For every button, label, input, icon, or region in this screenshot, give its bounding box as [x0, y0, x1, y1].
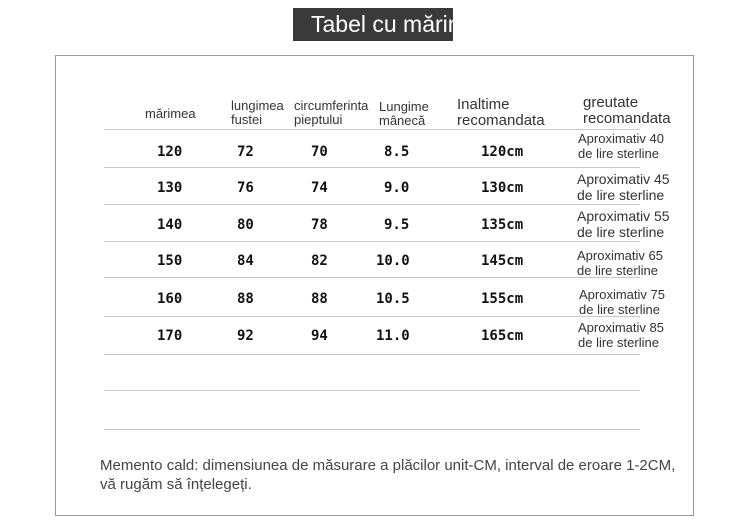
cell-skirt-length: 88	[237, 291, 254, 307]
cell-skirt-length: 72	[237, 144, 254, 160]
header-size: mărimea	[145, 106, 196, 121]
cell-weight: Aproximativ 85 de lire sterline	[578, 320, 664, 350]
cell-size: 120	[157, 144, 183, 160]
header-height: Inaltime recomandata	[457, 96, 545, 129]
cell-size: 140	[157, 217, 183, 233]
cell-size: 160	[157, 291, 183, 307]
header-weight: greutate recomandata	[583, 94, 671, 127]
cell-weight: Aproximativ 75 de lire sterline	[579, 287, 665, 317]
header-chest: circumferinta pieptului	[294, 98, 369, 127]
cell-weight: Aproximativ 65 de lire sterline	[577, 248, 663, 278]
cell-chest: 94	[311, 328, 328, 344]
table-divider	[104, 354, 640, 355]
cell-sleeve: 10.0	[376, 253, 410, 269]
cell-size: 170	[157, 328, 183, 344]
cell-sleeve: 10.5	[376, 291, 410, 307]
table-divider	[104, 129, 640, 130]
table-divider	[104, 429, 640, 430]
cell-size: 130	[157, 180, 183, 196]
table-divider	[104, 204, 640, 205]
table-divider	[104, 316, 640, 317]
cell-height: 130cm	[481, 180, 524, 196]
cell-sleeve: 11.0	[376, 328, 410, 344]
cell-skirt-length: 80	[237, 217, 254, 233]
cell-chest: 74	[311, 180, 328, 196]
cell-height: 155cm	[481, 291, 524, 307]
cell-chest: 78	[311, 217, 328, 233]
cell-height: 145cm	[481, 253, 524, 269]
cell-weight: Aproximativ 55 de lire sterline	[577, 208, 670, 240]
cell-chest: 82	[311, 253, 328, 269]
page-title: Tabel cu mărimi	[293, 8, 453, 41]
table-divider	[104, 390, 640, 391]
table-divider	[104, 167, 640, 168]
cell-weight: Aproximativ 45 de lire sterline	[577, 171, 670, 203]
cell-height: 165cm	[481, 328, 524, 344]
cell-height: 135cm	[481, 217, 524, 233]
cell-skirt-length: 92	[237, 328, 254, 344]
table-divider	[104, 241, 640, 242]
header-sleeve: Lungime mânecă	[379, 99, 429, 128]
cell-chest: 88	[311, 291, 328, 307]
measurement-note: Memento cald: dimensiunea de măsurare a plăcilor unit-CM, interval de eroare 1-2CM, vă rugăm să înțelegeți.	[100, 457, 676, 493]
cell-skirt-length: 76	[237, 180, 254, 196]
cell-sleeve: 9.5	[384, 217, 410, 233]
cell-skirt-length: 84	[237, 253, 254, 269]
cell-height: 120cm	[481, 144, 524, 160]
header-skirt-length: lungimea fustei	[231, 98, 284, 127]
cell-weight: Aproximativ 40 de lire sterline	[578, 131, 664, 161]
cell-sleeve: 8.5	[384, 144, 410, 160]
table-divider	[104, 277, 640, 278]
cell-size: 150	[157, 253, 183, 269]
cell-chest: 70	[311, 144, 328, 160]
cell-sleeve: 9.0	[384, 180, 410, 196]
